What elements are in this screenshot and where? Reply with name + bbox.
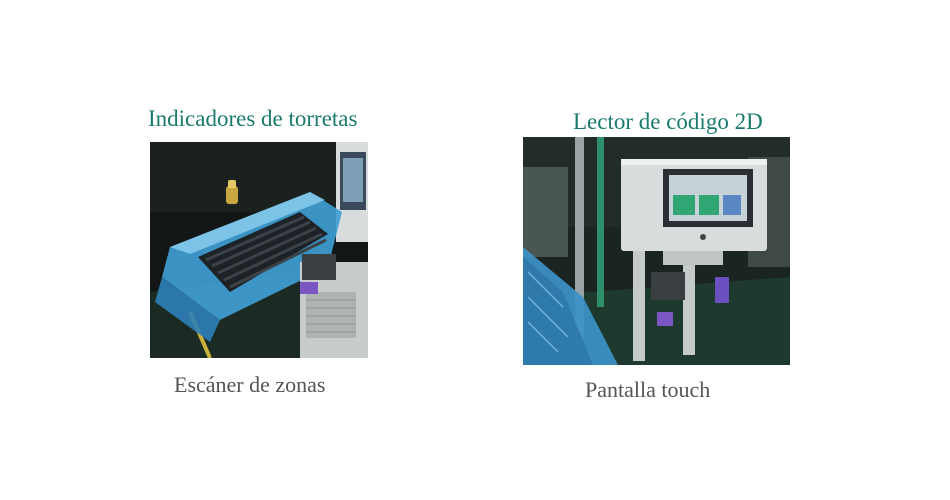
zone-scanner-photo bbox=[150, 142, 368, 358]
touch-screen-illustration bbox=[523, 137, 790, 365]
left-heading: Indicadores de torretas bbox=[148, 106, 358, 131]
right-caption: Pantalla touch bbox=[585, 377, 711, 402]
left-caption: Escáner de zonas bbox=[174, 372, 326, 397]
zone-scanner-illustration bbox=[150, 142, 368, 358]
right-heading: Lector de código 2D bbox=[573, 109, 763, 134]
touch-screen-photo bbox=[523, 137, 790, 365]
